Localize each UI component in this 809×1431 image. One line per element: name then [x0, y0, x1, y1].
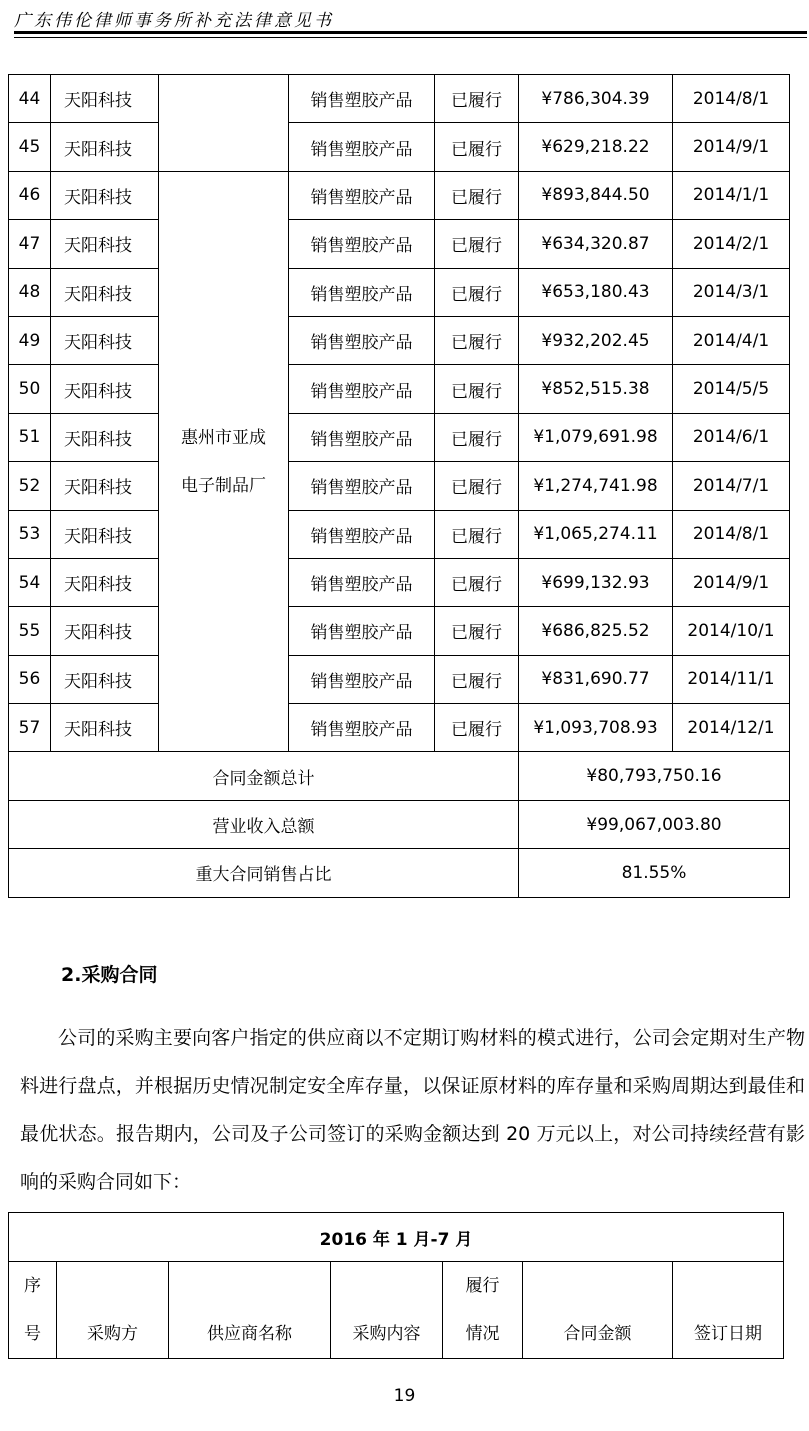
row-amount: ¥1,274,741.98 [519, 462, 673, 510]
header-no-line2: 号 [24, 1324, 41, 1344]
row-status: 已履行 [435, 365, 519, 413]
row-content: 销售塑胶产品 [289, 607, 435, 655]
row-amount: ¥629,218.22 [519, 123, 673, 171]
row-content: 销售塑胶产品 [289, 123, 435, 171]
row-amount: ¥1,093,708.93 [519, 704, 673, 752]
row-party: 天阳科技 [51, 462, 159, 510]
table-row [9, 268, 790, 316]
row-content: 销售塑胶产品 [289, 462, 435, 510]
row-content: 销售塑胶产品 [289, 655, 435, 703]
row-number: 46 [9, 171, 51, 219]
row-status: 已履行 [435, 123, 519, 171]
header-status [443, 1262, 523, 1359]
summary-label: 营业收入总额 [9, 800, 519, 848]
table-row [9, 655, 790, 703]
row-amount: ¥1,065,274.11 [519, 510, 673, 558]
row-number: 51 [9, 413, 51, 461]
document-header: 广东伟伦律师事务所补充法律意见书 [14, 11, 334, 31]
table-row [9, 75, 790, 123]
page-number: 19 [393, 1386, 416, 1406]
header-amount: 合同金额 [523, 1262, 673, 1359]
row-content: 销售塑胶产品 [289, 171, 435, 219]
header-no [9, 1262, 57, 1359]
sales-contracts-table [8, 74, 790, 898]
row-date: 2014/6/1 [673, 413, 790, 461]
row-amount: ¥831,690.77 [519, 655, 673, 703]
row-amount: ¥852,515.38 [519, 365, 673, 413]
row-party: 天阳科技 [51, 268, 159, 316]
summary-label: 合同金额总计 [9, 752, 519, 800]
table-row [9, 704, 790, 752]
row-party: 天阳科技 [51, 558, 159, 606]
row-party: 天阳科技 [51, 510, 159, 558]
summary-value: ¥99,067,003.80 [519, 800, 790, 848]
header-status-line2: 情况 [465, 1324, 500, 1344]
row-content: 销售塑胶产品 [289, 704, 435, 752]
row-number: 56 [9, 655, 51, 703]
table-row [9, 365, 790, 413]
section-paragraph: 公司的采购主要向客户指定的供应商以不定期订购材料的模式进行，公司会定期对生产物料进行盘点，并根据历史情况制定安全库存量，以保证原材料的库存量和采购周期达到最佳和最优状态。报告期内，公司及子公司签订的采购金额达到 20 万元以上，对公司持续经营有影响的采购合同如下： [20, 1027, 805, 1193]
row-status: 已履行 [435, 413, 519, 461]
row-number: 47 [9, 220, 51, 268]
row-status: 已履行 [435, 704, 519, 752]
row-date: 2014/3/1 [673, 268, 790, 316]
row-content: 销售塑胶产品 [289, 220, 435, 268]
header-date: 签订日期 [673, 1262, 784, 1359]
summary-row [9, 800, 790, 848]
table-row [9, 607, 790, 655]
client-name-line2: 电子制品厂 [181, 475, 266, 496]
row-party: 天阳科技 [51, 316, 159, 364]
section-title: 2.采购合同 [61, 964, 158, 986]
table-row [9, 171, 790, 219]
table-row [9, 558, 790, 606]
row-amount: ¥932,202.45 [519, 316, 673, 364]
row-number: 49 [9, 316, 51, 364]
row-party: 天阳科技 [51, 365, 159, 413]
row-date: 2014/4/1 [673, 316, 790, 364]
row-amount: ¥893,844.50 [519, 171, 673, 219]
row-amount: ¥653,180.43 [519, 268, 673, 316]
row-amount: ¥1,079,691.98 [519, 413, 673, 461]
row-status: 已履行 [435, 316, 519, 364]
row-party: 天阳科技 [51, 413, 159, 461]
row-date: 2014/12/1 [673, 704, 790, 752]
header-rule-thin [14, 37, 807, 38]
purchase-table-caption: 2016 年 1 月-7 月 [9, 1213, 784, 1262]
row-status: 已履行 [435, 268, 519, 316]
row-content: 销售塑胶产品 [289, 558, 435, 606]
row-number: 52 [9, 462, 51, 510]
table-row [9, 462, 790, 510]
row-content: 销售塑胶产品 [289, 413, 435, 461]
row-party: 天阳科技 [51, 220, 159, 268]
row-number: 48 [9, 268, 51, 316]
row-party: 天阳科技 [51, 655, 159, 703]
row-party: 天阳科技 [51, 607, 159, 655]
header-buyer: 采购方 [57, 1262, 169, 1359]
row-status: 已履行 [435, 655, 519, 703]
row-number: 54 [9, 558, 51, 606]
row-content: 销售塑胶产品 [289, 268, 435, 316]
client-blank-cell [159, 75, 289, 172]
row-amount: ¥686,825.52 [519, 607, 673, 655]
row-party: 天阳科技 [51, 123, 159, 171]
row-party: 天阳科技 [51, 171, 159, 219]
row-status: 已履行 [435, 558, 519, 606]
client-name-cell [159, 171, 289, 752]
table-row [9, 510, 790, 558]
row-date: 2014/10/1 [673, 607, 790, 655]
row-date: 2014/9/1 [673, 558, 790, 606]
table-row [9, 220, 790, 268]
row-content: 销售塑胶产品 [289, 316, 435, 364]
row-date: 2014/9/1 [673, 123, 790, 171]
table-row [9, 316, 790, 364]
row-number: 53 [9, 510, 51, 558]
row-date: 2014/5/5 [673, 365, 790, 413]
summary-value: ¥80,793,750.16 [519, 752, 790, 800]
table-row [9, 413, 790, 461]
row-amount: ¥634,320.87 [519, 220, 673, 268]
summary-row [9, 752, 790, 800]
row-content: 销售塑胶产品 [289, 75, 435, 123]
row-status: 已履行 [435, 171, 519, 219]
row-status: 已履行 [435, 462, 519, 510]
row-party: 天阳科技 [51, 704, 159, 752]
purchase-contracts-table [8, 1212, 784, 1359]
row-number: 50 [9, 365, 51, 413]
header-status-line1: 履行 [465, 1276, 500, 1296]
row-status: 已履行 [435, 220, 519, 268]
summary-row [9, 849, 790, 897]
row-content: 销售塑胶产品 [289, 365, 435, 413]
row-date: 2014/11/1 [673, 655, 790, 703]
header-content: 采购内容 [331, 1262, 443, 1359]
row-amount: ¥786,304.39 [519, 75, 673, 123]
summary-label: 重大合同销售占比 [9, 849, 519, 897]
header-no-line1: 序 [24, 1276, 41, 1296]
row-date: 2014/7/1 [673, 462, 790, 510]
header-supplier: 供应商名称 [169, 1262, 331, 1359]
summary-value: 81.55% [519, 849, 790, 897]
row-number: 45 [9, 123, 51, 171]
row-date: 2014/8/1 [673, 75, 790, 123]
row-number: 57 [9, 704, 51, 752]
row-amount: ¥699,132.93 [519, 558, 673, 606]
row-party: 天阳科技 [51, 75, 159, 123]
row-number: 44 [9, 75, 51, 123]
row-status: 已履行 [435, 75, 519, 123]
table-row [9, 123, 790, 171]
row-date: 2014/8/1 [673, 510, 790, 558]
row-date: 2014/1/1 [673, 171, 790, 219]
row-content: 销售塑胶产品 [289, 510, 435, 558]
client-name-line1: 惠州市亚成 [181, 427, 266, 448]
row-date: 2014/2/1 [673, 220, 790, 268]
row-status: 已履行 [435, 510, 519, 558]
row-status: 已履行 [435, 607, 519, 655]
header-rule-thick [14, 31, 807, 34]
row-number: 55 [9, 607, 51, 655]
